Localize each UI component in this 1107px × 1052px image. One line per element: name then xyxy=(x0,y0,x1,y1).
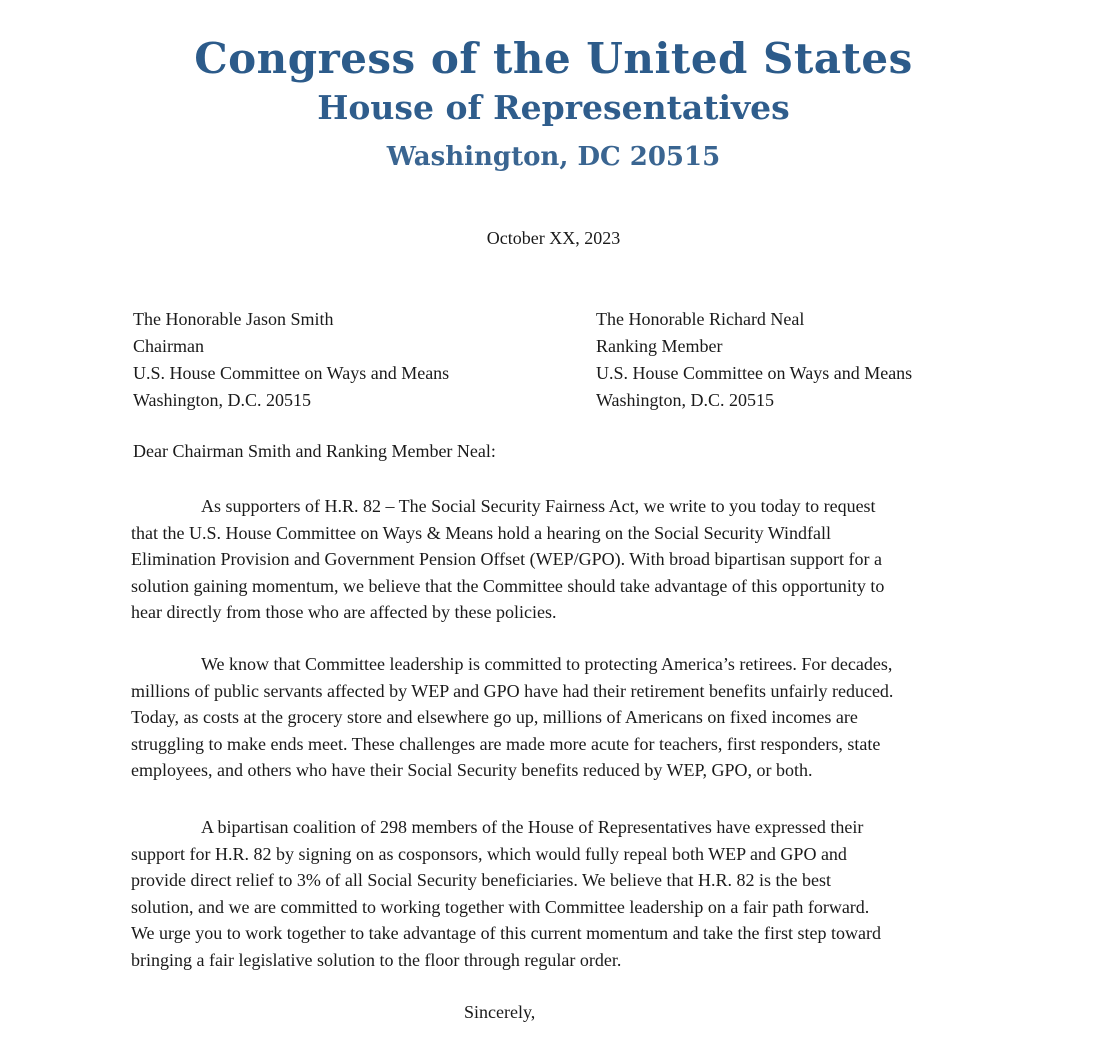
paragraph-line: We urge you to work together to take advantage of this current momentum and take the first step toward xyxy=(131,923,881,943)
letterhead-address: Washington, DC 20515 xyxy=(386,142,721,172)
recipient-block-right xyxy=(596,306,912,414)
letterhead-title: Congress of the United States xyxy=(194,34,913,83)
letter-date: October XX, 2023 xyxy=(486,228,621,248)
recipient-name: The Honorable Jason Smith xyxy=(133,309,334,329)
recipient-committee: U.S. House Committee on Ways and Means xyxy=(133,363,450,383)
paragraph-line: As supporters of H.R. 82 – The Social Security Fairness Act, we write to you today to request xyxy=(201,496,876,516)
paragraph-line: A bipartisan coalition of 298 members of the House of Representatives have expressed their xyxy=(201,817,864,837)
body-paragraph xyxy=(131,493,981,626)
paragraph-line: bringing a fair legislative solution to the floor through regular order. xyxy=(131,949,622,970)
body-paragraph xyxy=(131,814,981,973)
paragraph-line: struggling to make ends meet. These challenges are made more acute for teachers, first responders, state xyxy=(131,733,881,754)
recipient-title: Chairman xyxy=(133,336,204,356)
recipient-name: The Honorable Richard Neal xyxy=(596,309,805,329)
paragraph-line: hear directly from those who are affected by these policies. xyxy=(131,602,557,622)
closing: Sincerely, xyxy=(464,1002,536,1022)
paragraph-line: that the U.S. House Committee on Ways & Means hold a hearing on the Social Security Windfall xyxy=(131,522,832,543)
paragraph-line: solution gaining momentum, we believe that the Committee should take advantage of this opportunity to xyxy=(131,575,885,596)
salutation: Dear Chairman Smith and Ranking Member Neal: xyxy=(133,441,496,461)
paragraph-line: employees, and others who have their Social Security benefits reduced by WEP, GPO, or both. xyxy=(131,760,813,780)
paragraph-line: Today, as costs at the grocery store and elsewhere go up, millions of Americans on fixed incomes are xyxy=(131,707,858,727)
recipient-committee: U.S. House Committee on Ways and Means xyxy=(596,363,913,383)
paragraph-line: Elimination Provision and Government Pension Offset (WEP/GPO). With broad bipartisan support for a xyxy=(131,549,883,569)
paragraph-line: We know that Committee leadership is committed to protecting America’s retirees. For decades, xyxy=(201,654,893,674)
paragraph-line: millions of public servants affected by WEP and GPO have had their retirement benefits unfairly reduced. xyxy=(131,680,894,701)
recipient-address: Washington, D.C. 20515 xyxy=(133,390,312,410)
recipient-title: Ranking Member xyxy=(596,336,723,356)
paragraph-line: provide direct relief to 3% of all Social Security beneficiaries. We believe that H.R. 82 is the best xyxy=(131,870,831,890)
paragraph-line: support for H.R. 82 by signing on as cosponsors, which would fully repeal both WEP and GPO and xyxy=(131,843,847,864)
letterhead-subtitle: House of Representatives xyxy=(317,88,790,127)
paragraph-line: solution, and we are committed to working together with Committee leadership on a fair path forward. xyxy=(131,896,870,917)
body-paragraph xyxy=(131,651,981,784)
recipient-address: Washington, D.C. 20515 xyxy=(596,390,775,410)
recipient-block-left xyxy=(133,306,449,414)
